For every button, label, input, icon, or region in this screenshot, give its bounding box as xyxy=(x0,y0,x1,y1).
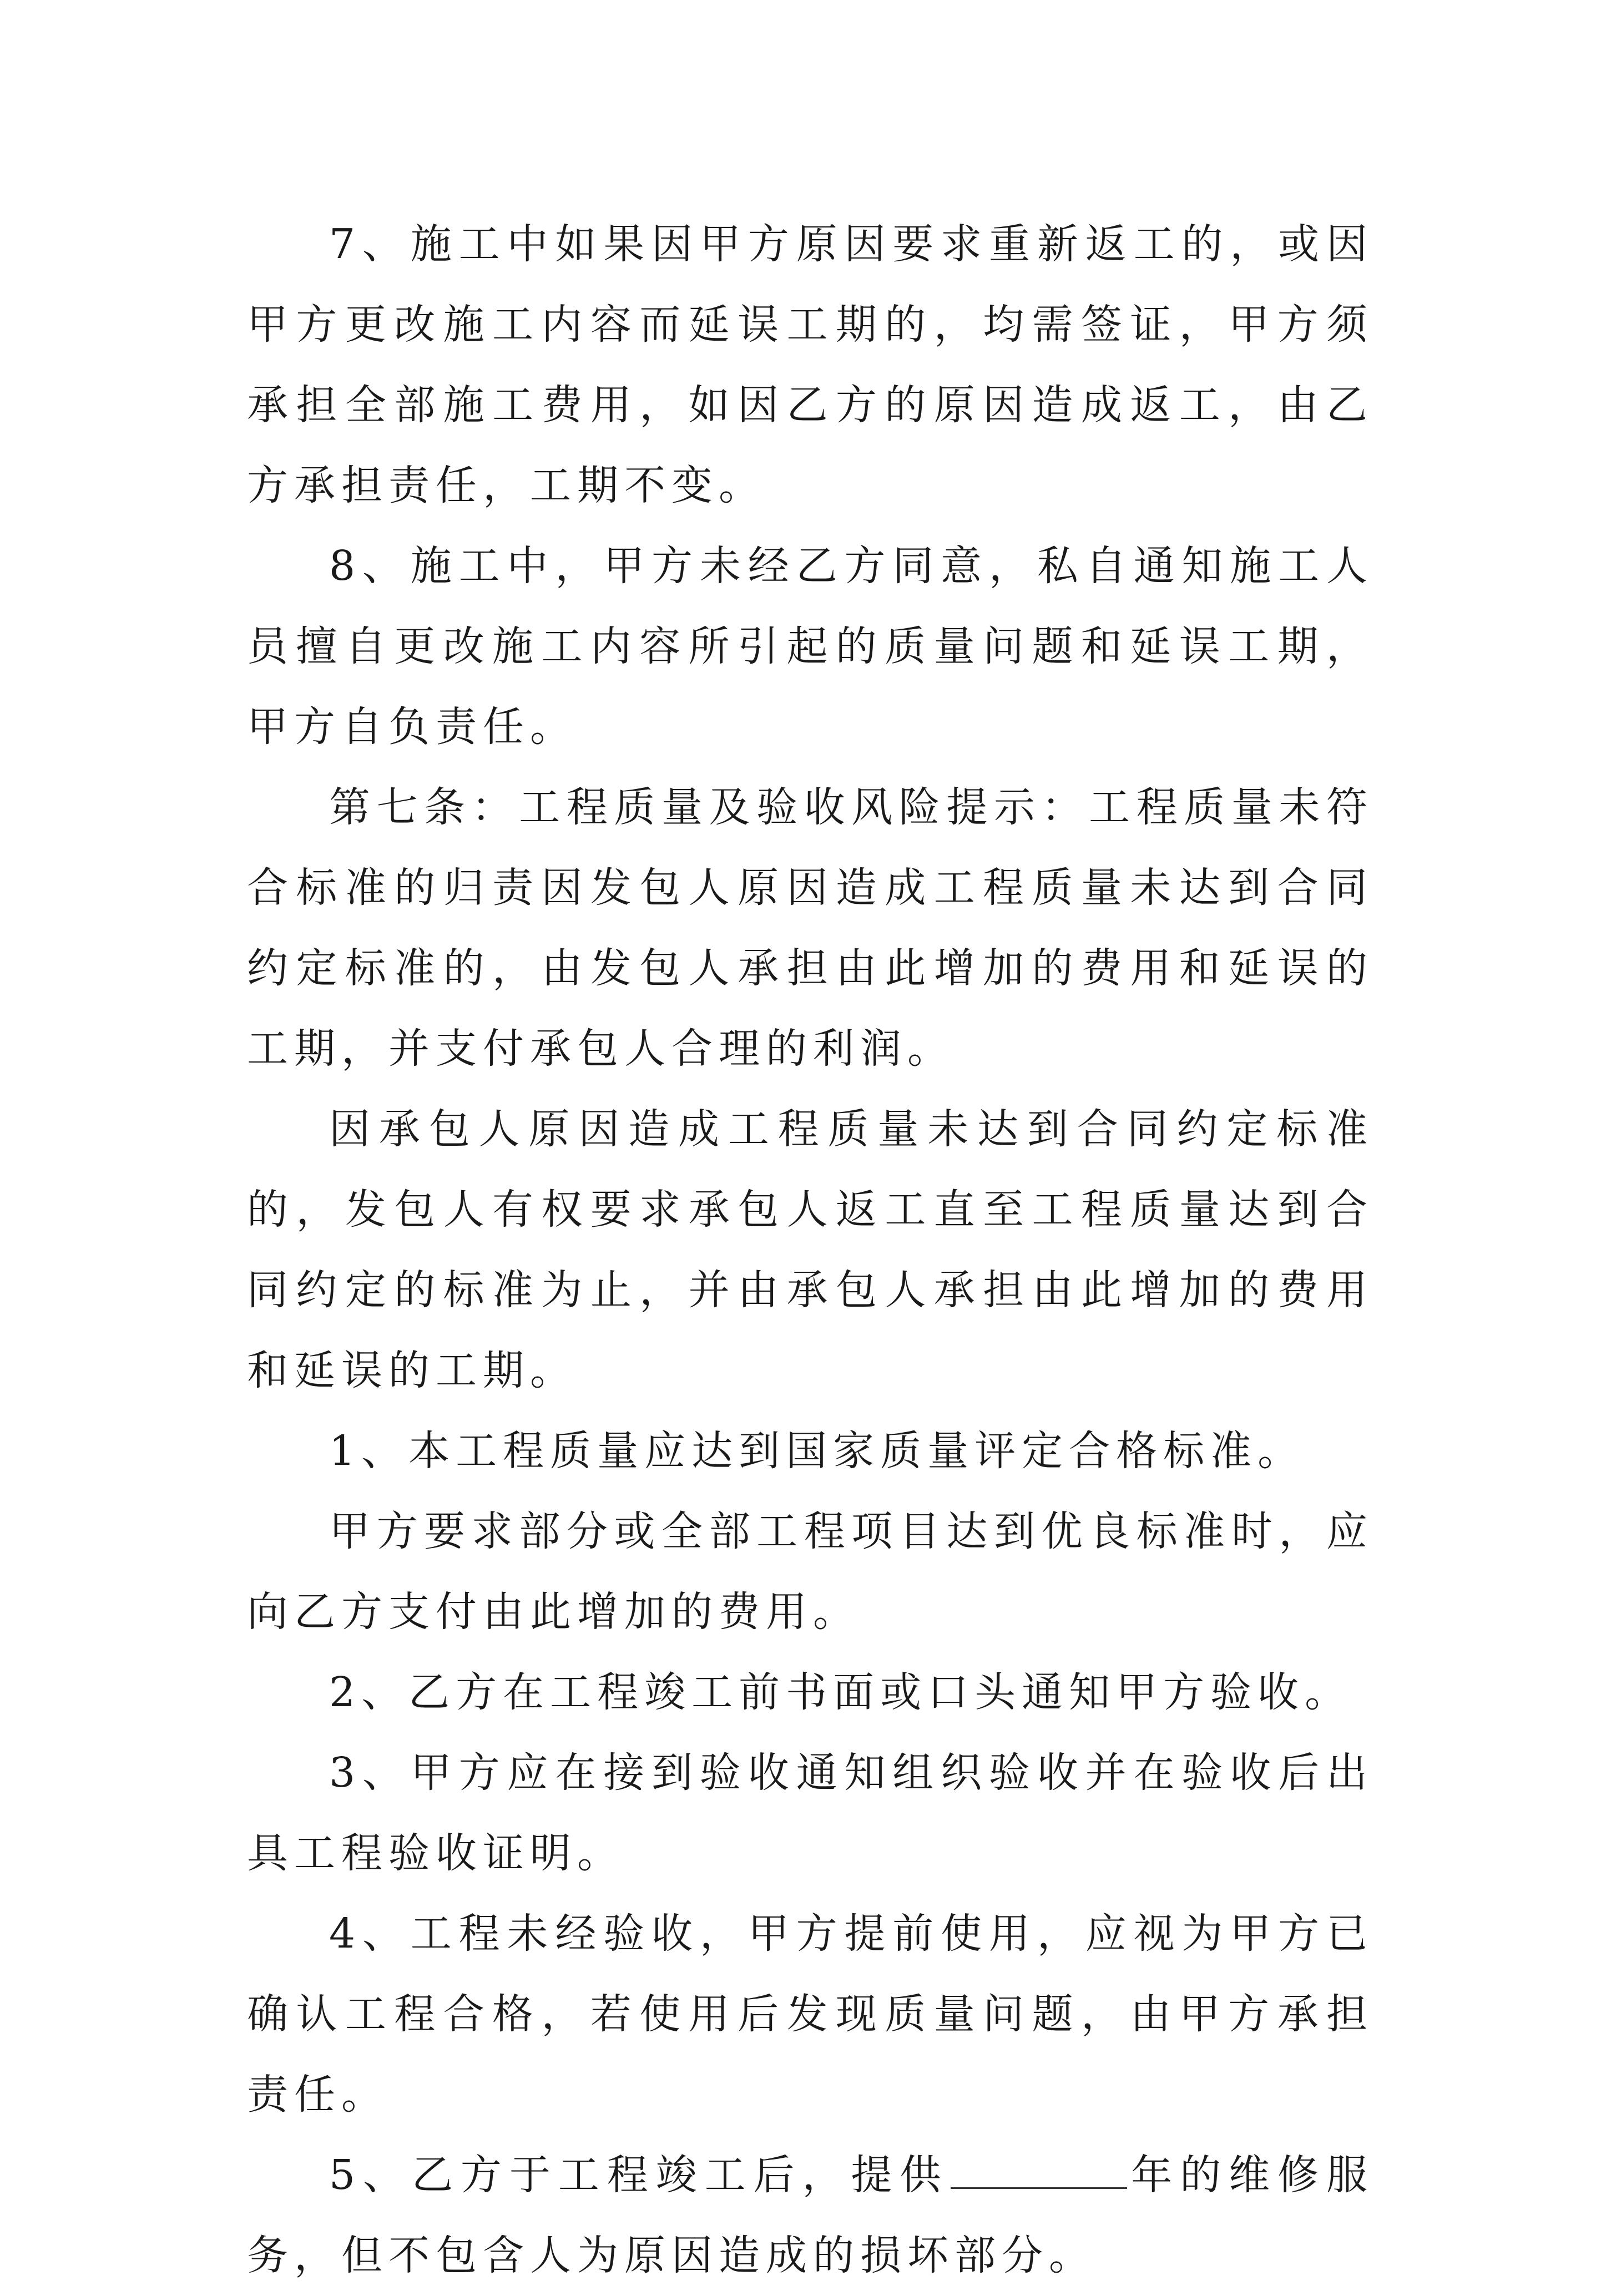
paragraph-article-7: 第七条：工程质量及验收风险提示：工程质量未符合标准的归责因发包人原因造成工程质量未达到合同约定标准的，由发包人承担由此增加的费用和延误的工期，并支付承包人合理的利润。 xyxy=(247,783,1373,1073)
document-page xyxy=(247,204,1373,2296)
paragraph-4: 4、工程未经验收，甲方提前使用，应视为甲方已确认工程合格，若使用后发现质量问题，由甲方承担责任。 xyxy=(247,1910,1373,2118)
paragraph-1: 1、本工程质量应达到国家质量评定合格标准。 xyxy=(329,1427,1305,1475)
paragraph-5 xyxy=(247,2135,1373,2296)
paragraph-7: 7、施工中如果因甲方原因要求重新返工的，或因甲方更改施工内容而延误工期的，均需签证，甲方须承担全部施工费用，如因乙方的原因造成返工，由乙方承担责任，工期不变。 xyxy=(247,220,1373,509)
paragraph-2: 2、乙方在工程竣工前书面或口头通知甲方验收。 xyxy=(329,1668,1352,1716)
paragraph-5-after-blank: 年的维修服务，但不包含人为原因造成的损坏部分。 xyxy=(247,2151,1373,2279)
paragraph-5-before-blank: 5、乙方于工程竣工后，提供 xyxy=(329,2151,949,2199)
paragraph-8: 8、施工中，甲方未经乙方同意，私自通知施工人员擅自更改施工内容所引起的质量问题和延误工期，甲方自负责任。 xyxy=(247,542,1373,751)
paragraph-excellence-standard: 甲方要求部分或全部工程项目达到优良标准时，应向乙方支付由此增加的费用。 xyxy=(247,1508,1373,1636)
paragraph-3: 3、甲方应在接到验收通知组织验收并在验收后出具工程验收证明。 xyxy=(247,1749,1373,1877)
paragraph-contractor-fault: 因承包人原因造成工程质量未达到合同约定标准的，发包人有权要求承包人返工直至工程质量达到合同约定的标准为止，并由承包人承担由此增加的费用和延误的工期。 xyxy=(247,1105,1373,1394)
fill-in-blank xyxy=(951,2154,1127,2189)
